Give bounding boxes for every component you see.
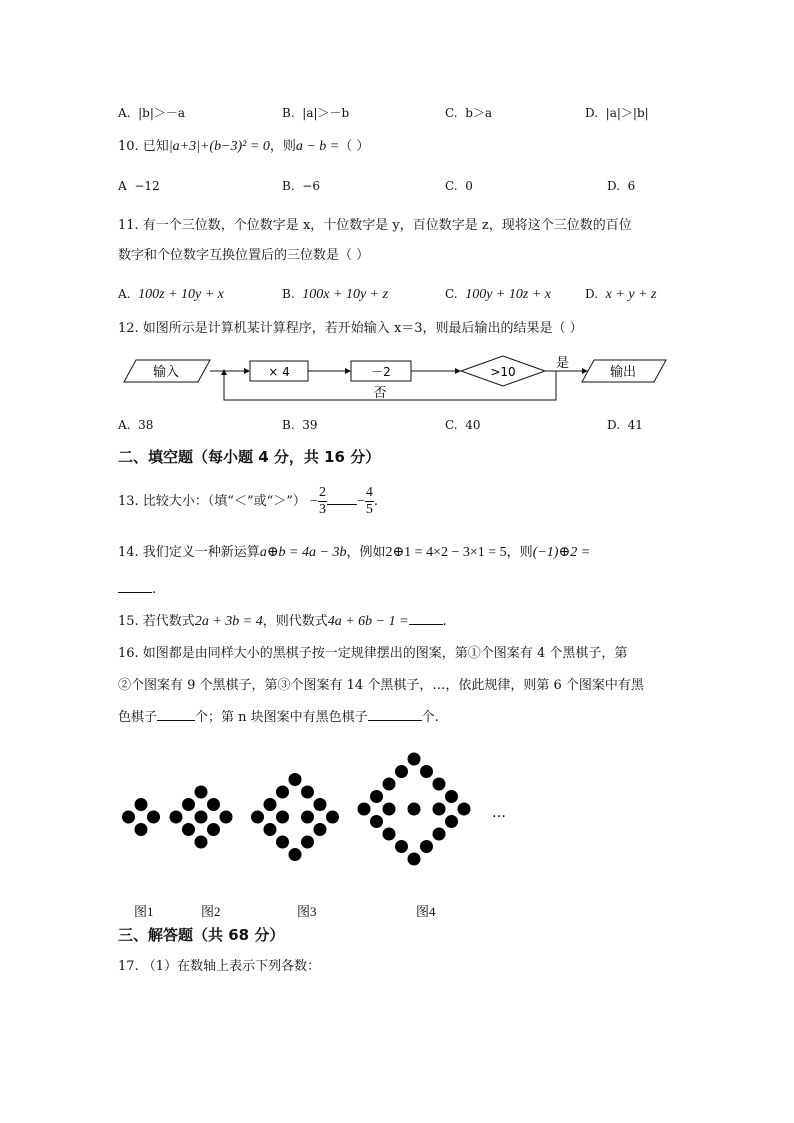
chess-piece [170, 811, 183, 824]
chess-piece [147, 811, 160, 824]
q17-stem: 17. （1）在数轴上表示下列各数： [118, 959, 321, 974]
q15-stem: 15. 若代数式2a + 3b = 4，则代数式4a + 6b − 1 = . [118, 614, 447, 629]
q16-stem-line2: ②个图案有 9 个黑棋子，第③个图案有 14 个黑棋子，…，依此规律，则第 6 个图案中有黑 [118, 678, 644, 693]
chess-piece [408, 803, 421, 816]
chess-piece [289, 848, 302, 861]
section-fill-in-title: 二、填空题（每小题 4 分，共 16 分） [118, 448, 381, 466]
chess-piece [195, 836, 208, 849]
chess-piece [383, 828, 396, 841]
q11-option-d: D. x + y + z [585, 287, 657, 302]
q10-stem: 10. 已知|a+3|+(b−3)² = 0，则a − b =（ ） [118, 139, 370, 154]
q16-figure-1 [122, 798, 160, 836]
q16-figure-label-3: 图3 [297, 904, 317, 919]
q9-option-d: D. |a|＞|b| [585, 106, 649, 120]
q16-figure-4 [358, 753, 471, 866]
chess-piece [301, 786, 314, 799]
q12-option-c: C. 40 [445, 418, 481, 432]
q14-answer-blank[interactable] [118, 580, 152, 593]
q10-option-a: A −12 [118, 179, 160, 193]
chess-piece [458, 803, 471, 816]
flow-input-label: 输入 [152, 365, 180, 380]
chess-piece [264, 823, 277, 836]
q9-option-b: B. |a|＞－b [282, 106, 350, 120]
chess-piece [207, 798, 220, 811]
q16-ellipsis: … [492, 805, 506, 821]
q16-stem-line3: 色棋子 个；第 n 块图案中有黑色棋子 个. [118, 710, 439, 725]
q9-option-a: A. |b|＞－a [118, 106, 186, 120]
q9-option-c: C. b＞a [445, 106, 493, 120]
q11-stem-line2: 数字和个位数字互换位置后的三位数是（ ） [118, 248, 370, 263]
chess-piece [301, 836, 314, 849]
chess-piece [395, 840, 408, 853]
q14-stem: 14. 我们定义一种新运算a⊕b = 4a − 3b，例如2⊕1 = 4×2 − 3×1 = 5，则(−1)⊕2 = [118, 545, 591, 560]
chess-piece [433, 828, 446, 841]
chess-piece [395, 765, 408, 778]
flow-yes-label: 是 [556, 356, 570, 371]
chess-piece [445, 815, 458, 828]
flow-condition-label: >10 [490, 365, 516, 379]
flow-output-label: 输出 [609, 365, 637, 380]
chess-piece [195, 811, 208, 824]
chess-piece [370, 815, 383, 828]
q16-chess-patterns [110, 725, 530, 900]
q12-flowchart [118, 350, 678, 406]
q12-option-a: A. 38 [118, 418, 154, 432]
q10-option-c: C. 0 [445, 179, 473, 193]
chess-piece [314, 798, 327, 811]
chess-piece [276, 811, 289, 824]
q14-answer-line: . [118, 580, 156, 599]
q16-answer-blank-1[interactable] [157, 708, 195, 721]
chess-piece [420, 765, 433, 778]
chess-piece [420, 840, 433, 853]
q11-option-a: A. 100z + 10y + x [118, 287, 224, 302]
q16-figure-label-4: 图4 [416, 904, 436, 919]
chess-piece [195, 786, 208, 799]
chess-piece [408, 853, 421, 866]
chess-piece [383, 778, 396, 791]
chess-piece [276, 836, 289, 849]
q16-figure-2 [170, 786, 233, 849]
flow-no-label: 否 [373, 386, 387, 401]
chess-piece [433, 803, 446, 816]
q11-option-b: B. 100x + 10y + z [282, 287, 389, 302]
q12-option-b: B. 39 [282, 418, 318, 432]
chess-piece [314, 823, 327, 836]
q11-option-c: C. 100y + 10z + x [445, 287, 551, 302]
chess-piece [445, 790, 458, 803]
q11-stem-line1: 11. 有一个三位数，个位数字是 x，十位数字是 y，百位数字是 z，现将这个三位数的百位 [118, 218, 632, 233]
chess-piece [182, 823, 195, 836]
chess-piece [276, 786, 289, 799]
chess-piece [301, 811, 314, 824]
chess-piece [264, 798, 277, 811]
chess-piece [326, 811, 339, 824]
chess-piece [135, 823, 148, 836]
chess-piece [408, 753, 421, 766]
q16-figure-label-2: 图2 [201, 904, 221, 919]
chess-piece [135, 798, 148, 811]
q13-stem: 13. 比较大小：（填“＜”或“＞”） − $\frac{2}{3}$ − $\frac{4}{5}$ . [118, 485, 378, 517]
q13-fraction-1: $\frac{2}{3}$ [318, 485, 326, 517]
q12-option-d: D. 41 [607, 418, 643, 432]
chess-piece [182, 798, 195, 811]
q13-fraction-2: $\frac{4}{5}$ [365, 485, 373, 517]
chess-piece [358, 803, 371, 816]
flow-subtract-label: －2 [371, 365, 391, 379]
q16-answer-blank-2[interactable] [368, 708, 422, 721]
q15-answer-blank[interactable] [409, 612, 443, 625]
chess-piece [220, 811, 233, 824]
q10-option-d: D. 6 [607, 179, 636, 193]
q12-stem: 12. 如图所示是计算机某计算程序，若开始输入 x＝3，则最后输出的结果是（ ） [118, 321, 583, 336]
q13-answer-blank[interactable] [327, 492, 357, 505]
q16-figure-label-1: 图1 [134, 904, 154, 919]
flow-multiply-label: × 4 [268, 365, 290, 379]
q10-option-b: B. −6 [282, 179, 320, 193]
section-answer-title: 三、解答题（共 68 分） [118, 926, 285, 944]
q16-stem-line1: 16. 如图都是由同样大小的黑棋子按一定规律摆出的图案，第①个图案有 4 个黑棋子，第 [118, 646, 628, 661]
chess-piece [251, 811, 264, 824]
chess-piece [433, 778, 446, 791]
chess-piece [370, 790, 383, 803]
chess-piece [383, 803, 396, 816]
chess-piece [289, 773, 302, 786]
q16-figure-3 [251, 773, 339, 861]
chess-piece [122, 811, 135, 824]
chess-piece [207, 823, 220, 836]
